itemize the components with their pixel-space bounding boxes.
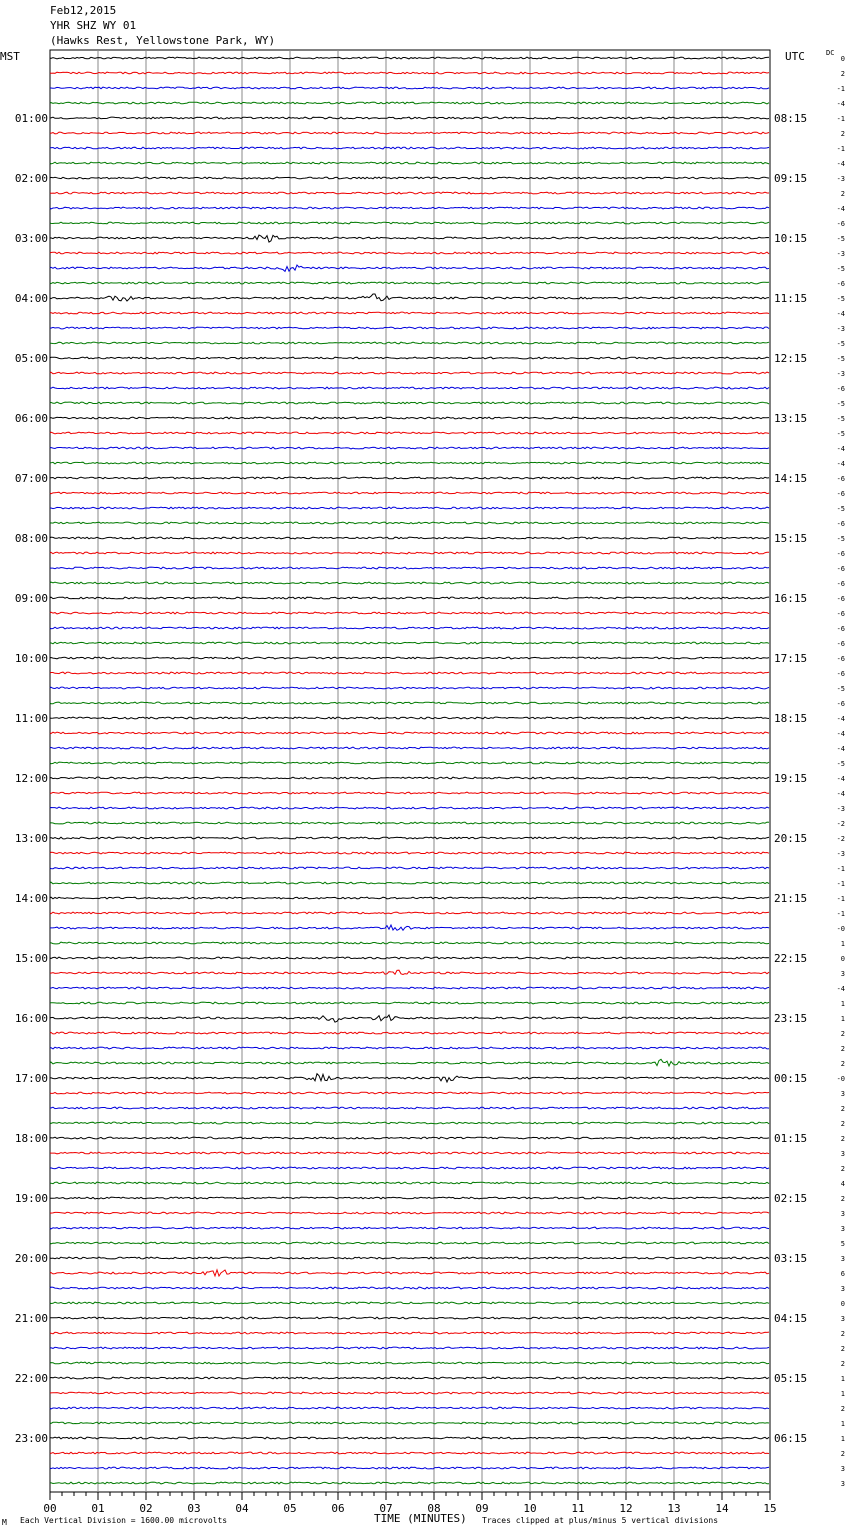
dc-offset-label: -6 xyxy=(836,475,845,483)
trace-row-53 xyxy=(50,852,769,854)
trace-row-17 xyxy=(50,312,769,314)
trace-row-83 xyxy=(50,1302,769,1304)
dc-offset-label: -4 xyxy=(836,790,845,798)
dc-offset-label: -5 xyxy=(836,415,845,423)
trace-row-44 xyxy=(50,717,769,719)
utc-hour-label: 18:15 xyxy=(774,712,808,725)
trace-row-32 xyxy=(50,537,769,539)
trace-row-26 xyxy=(50,447,769,449)
trace-row-90 xyxy=(50,1407,769,1409)
dc-offset-label: -5 xyxy=(836,535,845,543)
mst-hour-label: 15:00 xyxy=(14,952,48,965)
dc-offset-label: -4 xyxy=(836,460,845,468)
dc-offset-label: -6 xyxy=(836,595,845,603)
x-tick-label: 13 xyxy=(667,1502,681,1515)
dc-offset-label: -6 xyxy=(836,280,845,288)
x-axis-label: TIME (MINUTES) xyxy=(374,1512,467,1525)
trace-row-55 xyxy=(50,882,769,884)
x-tick-label: 03 xyxy=(187,1502,201,1515)
trace-row-86 xyxy=(50,1347,769,1349)
dc-offset-label: -4 xyxy=(836,730,845,738)
mst-hour-label: 03:00 xyxy=(14,232,48,245)
utc-hour-label: 12:15 xyxy=(774,352,808,365)
dc-offset-label: -4 xyxy=(836,160,845,168)
trace-row-33 xyxy=(50,552,769,554)
utc-hour-label: 02:15 xyxy=(774,1192,808,1205)
trace-row-23 xyxy=(50,402,769,404)
trace-row-31 xyxy=(50,522,769,524)
trace-row-93 xyxy=(50,1452,769,1454)
trace-row-5 xyxy=(50,132,769,134)
scale-note: Each Vertical Division = 1600.00 microvolts xyxy=(20,1516,228,1525)
trace-row-54 xyxy=(50,867,769,869)
trace-row-73 xyxy=(50,1152,769,1154)
header-station: YHR SHZ WY 01 xyxy=(50,19,137,32)
x-tick-label: 11 xyxy=(571,1502,585,1515)
dc-offset-label: -3 xyxy=(836,805,845,813)
trace-row-68 xyxy=(50,1074,769,1082)
trace-row-91 xyxy=(50,1422,769,1424)
dc-offset-label: -4 xyxy=(836,745,845,753)
dc-offset-label: 1 xyxy=(840,1375,845,1383)
dc-offset-label: 2 xyxy=(840,1120,845,1128)
trace-row-28 xyxy=(50,477,769,479)
trace-row-2 xyxy=(50,87,769,89)
trace-row-65 xyxy=(50,1032,769,1034)
trace-row-20 xyxy=(50,357,769,359)
utc-label: UTC xyxy=(785,50,805,63)
utc-hour-label: 19:15 xyxy=(774,772,808,785)
dc-offset-label: 3 xyxy=(840,970,845,978)
utc-hour-label: 13:15 xyxy=(774,412,808,425)
mst-hour-label: 13:00 xyxy=(14,832,48,845)
dc-offset-label: -6 xyxy=(836,700,845,708)
trace-row-75 xyxy=(50,1182,769,1184)
dc-offset-label: -6 xyxy=(836,220,845,228)
dc-offset-label: -1 xyxy=(836,865,845,873)
corner-mark: M xyxy=(2,1518,7,1527)
trace-row-95 xyxy=(50,1482,769,1484)
dc-offset-label: 2 xyxy=(840,1450,845,1458)
mst-hour-label: 04:00 xyxy=(14,292,48,305)
dc-offset-label: -2 xyxy=(836,835,845,843)
mst-hour-label: 06:00 xyxy=(14,412,48,425)
trace-row-87 xyxy=(50,1362,769,1364)
dc-offset-label: 2 xyxy=(840,1195,845,1203)
utc-hour-label: 01:15 xyxy=(774,1132,808,1145)
dc-offset-label: -6 xyxy=(836,565,845,573)
dc-offset-label: -6 xyxy=(836,610,845,618)
dc-offset-label: -6 xyxy=(836,385,845,393)
trace-row-14 xyxy=(50,265,769,271)
mst-hour-label: 01:00 xyxy=(14,112,48,125)
dc-offset-label: -6 xyxy=(836,640,845,648)
dc-offset-label: 4 xyxy=(840,1180,845,1188)
dc-offset-label: -2 xyxy=(836,820,845,828)
dc-offset-label: 2 xyxy=(840,1165,845,1173)
dc-offset-label: -5 xyxy=(836,235,845,243)
trace-row-57 xyxy=(50,912,769,914)
mst-hour-label: 16:00 xyxy=(14,1012,48,1025)
dc-offset-label: -5 xyxy=(836,295,845,303)
trace-row-56 xyxy=(50,897,769,899)
utc-hour-label: 15:15 xyxy=(774,532,808,545)
dc-offset-label: 3 xyxy=(840,1210,845,1218)
dc-offset-label: 3 xyxy=(840,1285,845,1293)
trace-row-41 xyxy=(50,672,769,674)
trace-row-37 xyxy=(50,612,769,614)
trace-row-89 xyxy=(50,1392,769,1394)
trace-row-1 xyxy=(50,72,769,74)
dc-offset-label: -5 xyxy=(836,265,845,273)
x-tick-label: 12 xyxy=(619,1502,633,1515)
trace-row-30 xyxy=(50,507,769,509)
trace-row-40 xyxy=(50,657,769,659)
mst-hour-label: 11:00 xyxy=(14,712,48,725)
dc-offset-label: -6 xyxy=(836,625,845,633)
dc-offset-label: 2 xyxy=(840,1135,845,1143)
dc-offset-label: -4 xyxy=(836,100,845,108)
trace-row-3 xyxy=(50,102,769,104)
trace-row-71 xyxy=(50,1122,769,1124)
trace-row-48 xyxy=(50,777,769,779)
dc-offset-label: -3 xyxy=(836,250,845,258)
header-location: (Hawks Rest, Yellowstone Park, WY) xyxy=(50,34,276,47)
utc-hour-label: 21:15 xyxy=(774,892,808,905)
trace-row-58 xyxy=(50,925,769,930)
dc-offset-label: -6 xyxy=(836,655,845,663)
x-tick-label: 02 xyxy=(139,1502,153,1515)
trace-row-0 xyxy=(50,57,769,59)
dc-offset-label: 1 xyxy=(840,1000,845,1008)
trace-row-63 xyxy=(50,1002,769,1004)
trace-row-66 xyxy=(50,1047,769,1049)
trace-row-7 xyxy=(50,162,769,164)
trace-row-50 xyxy=(50,807,769,809)
mst-hour-label: 17:00 xyxy=(14,1072,48,1085)
dc-offset-label: -3 xyxy=(836,370,845,378)
dc-offset-label: 2 xyxy=(840,1105,845,1113)
trace-row-47 xyxy=(50,762,769,764)
trace-row-15 xyxy=(50,282,769,284)
trace-row-9 xyxy=(50,192,769,194)
trace-row-6 xyxy=(50,147,769,149)
x-tick-label: 00 xyxy=(43,1502,57,1515)
dc-offset-label: 2 xyxy=(840,190,845,198)
dc-offset-label: -4 xyxy=(836,775,845,783)
dc-offset-label: 5 xyxy=(840,1240,845,1248)
utc-hour-label: 11:15 xyxy=(774,292,808,305)
trace-row-92 xyxy=(50,1437,769,1439)
mst-hour-label: 18:00 xyxy=(14,1132,48,1145)
dc-offset-label: 2 xyxy=(840,1060,845,1068)
utc-hour-label: 20:15 xyxy=(774,832,808,845)
dc-offset-label: -6 xyxy=(836,490,845,498)
dc-offset-label: -1 xyxy=(836,85,845,93)
trace-row-22 xyxy=(50,387,769,389)
dc-offset-label: 2 xyxy=(840,1030,845,1038)
dc-offset-label: -0 xyxy=(836,1075,845,1083)
plot-frame xyxy=(50,50,770,1492)
dc-label: DC xyxy=(826,49,835,57)
trace-row-77 xyxy=(50,1212,769,1214)
trace-row-11 xyxy=(50,222,769,224)
trace-row-25 xyxy=(50,432,769,434)
dc-offset-label: -1 xyxy=(836,145,845,153)
trace-row-18 xyxy=(50,327,769,329)
utc-hour-label: 22:15 xyxy=(774,952,808,965)
dc-offset-label: -4 xyxy=(836,205,845,213)
trace-row-60 xyxy=(50,957,769,959)
utc-hour-label: 17:15 xyxy=(774,652,808,665)
dc-offset-label: 0 xyxy=(840,955,845,963)
trace-row-94 xyxy=(50,1467,769,1469)
trace-row-16 xyxy=(50,294,769,301)
dc-offset-label: 1 xyxy=(840,1420,845,1428)
utc-hour-label: 23:15 xyxy=(774,1012,808,1025)
dc-offset-label: -4 xyxy=(836,310,845,318)
trace-row-10 xyxy=(50,207,769,209)
dc-offset-label: -5 xyxy=(836,505,845,513)
dc-offset-label: 1 xyxy=(840,1390,845,1398)
trace-row-35 xyxy=(50,582,769,584)
dc-offset-label: 3 xyxy=(840,1090,845,1098)
mst-hour-label: 20:00 xyxy=(14,1252,48,1265)
dc-offset-label: 6 xyxy=(840,1270,845,1278)
dc-offset-label: -6 xyxy=(836,670,845,678)
dc-offset-label: -4 xyxy=(836,445,845,453)
dc-offset-label: 3 xyxy=(840,1315,845,1323)
trace-row-78 xyxy=(50,1227,769,1229)
dc-offset-label: 2 xyxy=(840,1405,845,1413)
trace-row-42 xyxy=(50,687,769,689)
x-tick-label: 06 xyxy=(331,1502,345,1515)
dc-offset-label: -5 xyxy=(836,355,845,363)
mst-hour-label: 12:00 xyxy=(14,772,48,785)
trace-row-13 xyxy=(50,252,769,254)
dc-offset-label: -4 xyxy=(836,715,845,723)
trace-row-36 xyxy=(50,597,769,599)
dc-offset-label: -4 xyxy=(836,985,845,993)
mst-hour-label: 14:00 xyxy=(14,892,48,905)
trace-row-52 xyxy=(50,837,769,839)
utc-hour-label: 09:15 xyxy=(774,172,808,185)
trace-row-85 xyxy=(50,1332,769,1334)
trace-row-61 xyxy=(50,970,769,974)
trace-row-81 xyxy=(50,1270,769,1276)
utc-hour-label: 04:15 xyxy=(774,1312,808,1325)
trace-row-59 xyxy=(50,942,769,944)
dc-offset-label: 3 xyxy=(840,1480,845,1488)
trace-row-84 xyxy=(50,1317,769,1319)
utc-hour-label: 16:15 xyxy=(774,592,808,605)
x-tick-label: 09 xyxy=(475,1502,489,1515)
utc-hour-label: 10:15 xyxy=(774,232,808,245)
mst-hour-label: 09:00 xyxy=(14,592,48,605)
trace-row-51 xyxy=(50,822,769,824)
mst-hour-label: 22:00 xyxy=(14,1372,48,1385)
mst-hour-label: 07:00 xyxy=(14,472,48,485)
trace-row-45 xyxy=(50,732,769,734)
dc-offset-label: -1 xyxy=(836,115,845,123)
dc-offset-label: 2 xyxy=(840,1360,845,1368)
trace-row-34 xyxy=(50,567,769,569)
clip-note: Traces clipped at plus/minus 5 vertical divisions xyxy=(482,1516,719,1525)
utc-hour-label: 00:15 xyxy=(774,1072,808,1085)
dc-offset-label: 2 xyxy=(840,1345,845,1353)
dc-offset-label: 2 xyxy=(840,130,845,138)
trace-row-29 xyxy=(50,492,769,494)
trace-row-79 xyxy=(50,1242,769,1244)
x-tick-label: 10 xyxy=(523,1502,537,1515)
mst-hour-label: 08:00 xyxy=(14,532,48,545)
trace-row-27 xyxy=(50,462,769,464)
x-tick-label: 07 xyxy=(379,1502,393,1515)
utc-hour-label: 08:15 xyxy=(774,112,808,125)
x-tick-label: 08 xyxy=(427,1502,441,1515)
trace-row-8 xyxy=(50,177,769,179)
dc-offset-label: -5 xyxy=(836,760,845,768)
dc-offset-label: -1 xyxy=(836,880,845,888)
dc-offset-label: 3 xyxy=(840,1465,845,1473)
dc-offset-label: -5 xyxy=(836,685,845,693)
trace-row-70 xyxy=(50,1107,769,1109)
utc-hour-label: 05:15 xyxy=(774,1372,808,1385)
mst-label: MST xyxy=(0,50,20,63)
utc-hour-label: 03:15 xyxy=(774,1252,808,1265)
dc-offset-label: -5 xyxy=(836,400,845,408)
header-date: Feb12,2015 xyxy=(50,4,117,17)
trace-row-4 xyxy=(50,117,769,119)
mst-hour-label: 05:00 xyxy=(14,352,48,365)
trace-row-43 xyxy=(50,702,769,704)
dc-offset-label: -1 xyxy=(836,895,845,903)
trace-row-74 xyxy=(50,1167,769,1169)
dc-offset-label: -5 xyxy=(836,430,845,438)
trace-row-67 xyxy=(50,1059,769,1066)
dc-offset-label: 0 xyxy=(840,55,845,63)
dc-offset-label: 3 xyxy=(840,1150,845,1158)
dc-offset-label: -3 xyxy=(836,850,845,858)
mst-hour-label: 19:00 xyxy=(14,1192,48,1205)
trace-row-76 xyxy=(50,1197,769,1199)
dc-offset-label: 1 xyxy=(840,940,845,948)
dc-offset-label: -6 xyxy=(836,580,845,588)
dc-offset-label: 3 xyxy=(840,1255,845,1263)
dc-offset-label: -6 xyxy=(836,520,845,528)
x-tick-label: 04 xyxy=(235,1502,249,1515)
trace-row-88 xyxy=(50,1377,769,1379)
trace-row-19 xyxy=(50,342,769,344)
dc-offset-label: -6 xyxy=(836,550,845,558)
trace-row-39 xyxy=(50,642,769,644)
trace-row-38 xyxy=(50,627,769,629)
trace-row-24 xyxy=(50,417,769,419)
dc-offset-label: 1 xyxy=(840,1435,845,1443)
dc-offset-label: 2 xyxy=(840,1045,845,1053)
mst-hour-label: 21:00 xyxy=(14,1312,48,1325)
trace-row-64 xyxy=(50,1015,769,1022)
dc-offset-label: 2 xyxy=(840,70,845,78)
dc-offset-label: 3 xyxy=(840,1225,845,1233)
utc-hour-label: 06:15 xyxy=(774,1432,808,1445)
trace-row-80 xyxy=(50,1257,769,1259)
trace-row-82 xyxy=(50,1287,769,1289)
trace-row-12 xyxy=(50,235,769,242)
dc-offset-label: -0 xyxy=(836,925,845,933)
trace-row-69 xyxy=(50,1092,769,1094)
mst-hour-label: 02:00 xyxy=(14,172,48,185)
trace-row-46 xyxy=(50,747,769,749)
trace-row-72 xyxy=(50,1137,769,1139)
dc-offset-label: -5 xyxy=(836,340,845,348)
dc-offset-label: -1 xyxy=(836,910,845,918)
utc-hour-label: 14:15 xyxy=(774,472,808,485)
x-tick-label: 15 xyxy=(763,1502,777,1515)
trace-row-62 xyxy=(50,987,769,989)
trace-row-49 xyxy=(50,792,769,794)
dc-offset-label: 2 xyxy=(840,1330,845,1338)
dc-offset-label: -3 xyxy=(836,175,845,183)
x-tick-label: 01 xyxy=(91,1502,105,1515)
dc-offset-label: 1 xyxy=(840,1015,845,1023)
x-tick-label: 05 xyxy=(283,1502,297,1515)
mst-hour-label: 10:00 xyxy=(14,652,48,665)
x-tick-label: 14 xyxy=(715,1502,729,1515)
dc-offset-label: -3 xyxy=(836,325,845,333)
dc-offset-label: 0 xyxy=(840,1300,845,1308)
mst-hour-label: 23:00 xyxy=(14,1432,48,1445)
trace-row-21 xyxy=(50,372,769,374)
